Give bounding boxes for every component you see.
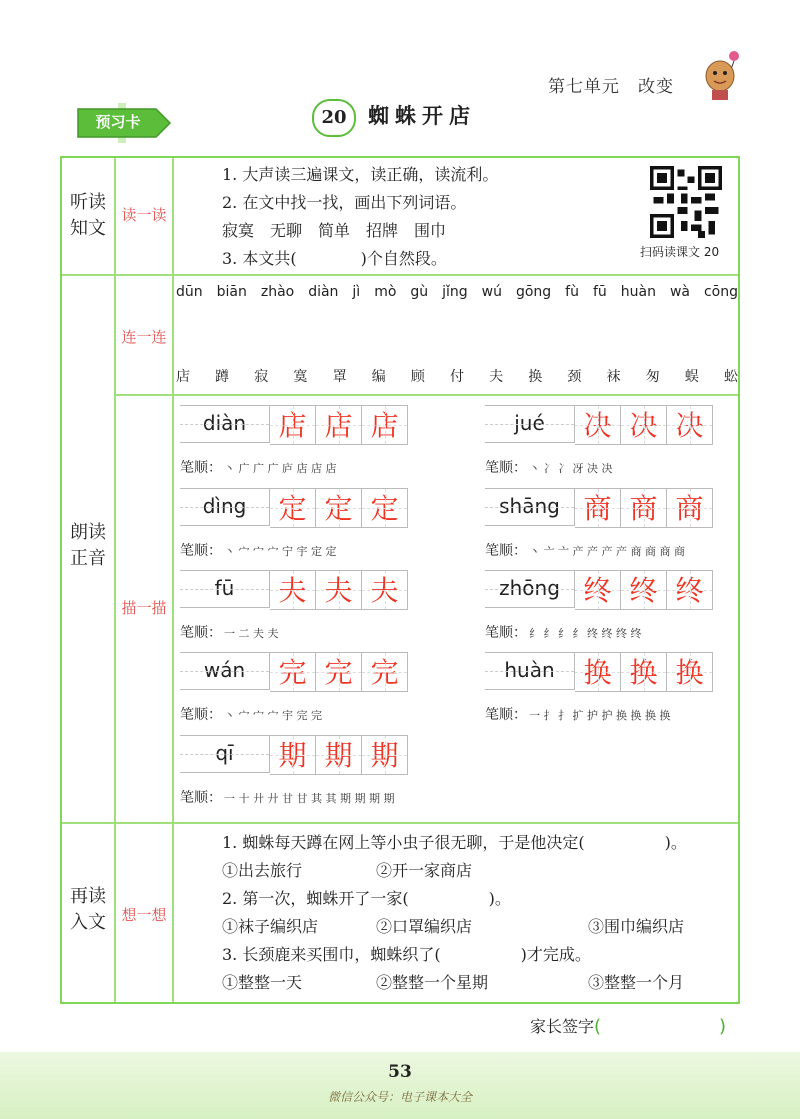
writing-char[interactable]: 商 [621, 488, 667, 528]
writing-pinyin: zhōng [485, 570, 575, 608]
pinyin-item[interactable]: wú [481, 284, 502, 300]
writing-char[interactable]: 期 [270, 735, 316, 775]
writing-char[interactable]: 终 [667, 570, 713, 610]
writing-char[interactable]: 定 [362, 488, 408, 528]
writing-box[interactable] [180, 405, 408, 445]
q1-option-a[interactable]: ①出去旅行 [222, 861, 303, 880]
pinyin-item[interactable]: huàn [620, 284, 656, 300]
writing-pinyin: fū [180, 570, 270, 608]
hanzi-row [176, 366, 738, 386]
stroke-sequence: 丶 宀 宀 宀 宁 宇 定 定 [224, 545, 337, 558]
writing-pinyin: wán [180, 652, 270, 690]
writing-char[interactable]: 夫 [316, 570, 362, 610]
writing-char[interactable]: 决 [667, 405, 713, 445]
stroke-sequence: 丶 亠 亠 产 产 产 产 商 商 商 商 [529, 545, 685, 558]
pinyin-item[interactable]: gōng [515, 284, 552, 300]
writing-pinyin: jué [485, 405, 575, 443]
stroke-sequence: 丶 冫 冫 冴 决 决 [529, 462, 613, 475]
row-divider [62, 274, 738, 276]
stroke-order-label: 笔顺： [180, 543, 222, 559]
mascot-icon [700, 50, 744, 102]
writing-char[interactable]: 夫 [362, 570, 408, 610]
pinyin-item[interactable]: dūn [176, 284, 203, 300]
stroke-order [180, 622, 279, 642]
activity-trace: 描一描 [121, 599, 167, 617]
writing-char[interactable]: 换 [621, 652, 667, 692]
writing-char[interactable]: 终 [575, 570, 621, 610]
writing-char[interactable]: 决 [621, 405, 667, 445]
stroke-order [180, 540, 336, 560]
pinyin-item[interactable]: zhào [260, 284, 295, 300]
writing-pinyin: qī [180, 735, 270, 773]
unit-title: 第七单元 改变 [548, 77, 674, 97]
s1-item-1: 1. 大声读三遍课文，读正确，读流利。 [222, 165, 499, 184]
writing-char[interactable]: 商 [667, 488, 713, 528]
writing-box[interactable] [485, 570, 713, 610]
q1-option-b[interactable]: ②开一家商店 [376, 861, 473, 880]
parent-sign-label: 家长签字 [530, 1017, 595, 1036]
writing-box[interactable] [180, 652, 408, 692]
writing-box[interactable] [180, 488, 408, 528]
hanzi-item[interactable]: 夫 [489, 369, 504, 385]
writing-char[interactable]: 店 [270, 405, 316, 445]
writing-pinyin: huàn [485, 652, 575, 690]
q3-option-a[interactable]: ①整整一天 [222, 973, 303, 992]
q2-option-b[interactable]: ②口罩编织店 [376, 917, 473, 936]
pinyin-item[interactable]: cōng [703, 284, 738, 300]
hanzi-item[interactable]: 寞 [293, 369, 308, 385]
question-3: 3. 长颈鹿来买围巾，蜘蛛织了( )才完成。 [222, 945, 591, 964]
writing-char[interactable]: 店 [362, 405, 408, 445]
q3-option-c[interactable]: ③整整一个月 [588, 973, 685, 992]
stroke-order-label: 笔顺： [485, 543, 527, 559]
stroke-order [485, 704, 670, 724]
hanzi-item[interactable]: 顾 [410, 369, 425, 385]
writing-box[interactable] [180, 570, 408, 610]
hanzi-item[interactable]: 换 [528, 369, 543, 385]
lesson-title: 蜘蛛开店 [368, 103, 476, 128]
writing-char[interactable]: 完 [270, 652, 316, 692]
qr-code-icon[interactable] [650, 166, 722, 238]
stroke-sequence: 丶 宀 宀 宀 宇 完 完 [224, 709, 322, 722]
writing-char[interactable]: 完 [316, 652, 362, 692]
stroke-order-label: 笔顺： [485, 460, 527, 476]
hanzi-item[interactable]: 付 [449, 369, 464, 385]
stroke-order [180, 457, 336, 477]
q2-option-a[interactable]: ①袜子编织店 [222, 917, 319, 936]
stroke-order [485, 622, 641, 642]
stroke-order-label: 笔顺： [180, 707, 222, 723]
hanzi-item[interactable]: 蜈 [684, 369, 699, 385]
writing-char[interactable]: 期 [362, 735, 408, 775]
s1-item-2: 2. 在文中找一找，画出下列词语。 [222, 193, 467, 212]
hanzi-item[interactable]: 店 [176, 369, 190, 385]
hanzi-item[interactable]: 寂 [254, 369, 269, 385]
s1-word-list: 寂寞 无聊 简单 招牌 围巾 [222, 221, 447, 240]
writing-char[interactable]: 期 [316, 735, 362, 775]
hanzi-item[interactable]: 蚣 [723, 369, 738, 385]
pinyin-item[interactable]: jǐng [442, 284, 468, 300]
page-number: 53 [388, 1062, 412, 1082]
category-reread: 再读 入文 [70, 886, 106, 933]
stroke-sequence: 一 十 廾 廾 甘 甘 其 其 期 期 期 期 [224, 792, 395, 805]
category-listen-read: 听读 知文 [70, 192, 106, 239]
hanzi-item[interactable]: 蹲 [215, 369, 230, 385]
stroke-order [485, 540, 685, 560]
pinyin-item[interactable]: mò [374, 284, 397, 300]
writing-char[interactable]: 换 [667, 652, 713, 692]
q3-option-b[interactable]: ②整整一个星期 [376, 973, 489, 992]
row-divider [62, 822, 738, 824]
parent-signature[interactable] [530, 1014, 726, 1037]
stroke-sequence: 丶 广 广 广 庐 店 店 店 [224, 462, 337, 475]
column-divider [114, 158, 116, 1002]
stroke-order [485, 457, 612, 477]
writing-box[interactable] [180, 735, 408, 775]
writing-char[interactable]: 终 [621, 570, 667, 610]
writing-char[interactable]: 定 [270, 488, 316, 528]
hanzi-item[interactable]: 袜 [606, 369, 621, 385]
activity-think: 想一想 [121, 906, 167, 924]
writing-pinyin: diàn [180, 405, 270, 443]
writing-pinyin: shāng [485, 488, 575, 526]
stroke-order-label: 笔顺： [180, 460, 222, 476]
writing-char[interactable]: 决 [575, 405, 621, 445]
stroke-order-label: 笔顺： [485, 707, 527, 723]
stroke-sequence: 纟 纟 纟 纟 终 终 终 终 [529, 627, 642, 640]
stroke-order [180, 704, 322, 724]
writing-box[interactable] [485, 405, 713, 445]
sign-open-paren: ( [594, 1016, 602, 1037]
wechat-account: 微信公众号：电子课本大全 [327, 1090, 472, 1104]
writing-char[interactable]: 定 [316, 488, 362, 528]
preview-card-label: 预习卡 [95, 113, 141, 131]
stroke-order [180, 787, 394, 807]
s1-item-3: 3. 本文共( )个自然段。 [222, 249, 447, 268]
writing-char[interactable]: 商 [575, 488, 621, 528]
writing-box[interactable] [485, 652, 713, 692]
question-2: 2. 第一次，蜘蛛开了一家( )。 [222, 889, 511, 908]
question-1: 1. 蜘蛛每天蹲在网上等小虫子很无聊，于是他决定( )。 [222, 833, 687, 852]
hanzi-item[interactable]: 编 [371, 369, 386, 385]
pinyin-row [176, 284, 738, 300]
row-divider [114, 394, 738, 396]
pinyin-item[interactable]: jì [352, 284, 361, 300]
writing-box[interactable] [485, 488, 713, 528]
pinyin-item[interactable]: fū [592, 284, 607, 300]
lesson-number: 20 [312, 99, 356, 137]
pinyin-item[interactable]: gù [410, 284, 429, 300]
q2-option-c[interactable]: ③围巾编织店 [588, 917, 685, 936]
hanzi-item[interactable]: 匆 [645, 369, 660, 385]
writing-pinyin: dìng [180, 488, 270, 526]
writing-char[interactable]: 换 [575, 652, 621, 692]
category-read-aloud: 朗读 正音 [70, 522, 106, 569]
sign-close-paren: ) [719, 1016, 727, 1037]
activity-match: 连一连 [121, 328, 167, 346]
pinyin-item[interactable]: biān [216, 284, 247, 300]
stroke-order-label: 笔顺： [485, 625, 527, 641]
column-divider [172, 158, 174, 1002]
activity-read: 读一读 [121, 206, 167, 224]
writing-char[interactable]: 店 [316, 405, 362, 445]
stroke-order-label: 笔顺： [180, 790, 222, 806]
pinyin-item[interactable]: wà [669, 284, 690, 300]
stroke-sequence: 一 扌 扌 扩 护 护 换 换 换 换 [529, 709, 671, 722]
writing-char[interactable]: 夫 [270, 570, 316, 610]
stroke-order-label: 笔顺： [180, 625, 222, 641]
hanzi-item[interactable]: 颈 [567, 369, 582, 385]
writing-char[interactable]: 完 [362, 652, 408, 692]
qr-caption: 扫码读课文 20 [640, 245, 720, 259]
pinyin-item[interactable]: fù [565, 284, 579, 300]
stroke-sequence: 一 二 夫 夫 [224, 627, 279, 640]
hanzi-item[interactable]: 罩 [332, 369, 347, 385]
pinyin-item[interactable]: diàn [308, 284, 339, 300]
